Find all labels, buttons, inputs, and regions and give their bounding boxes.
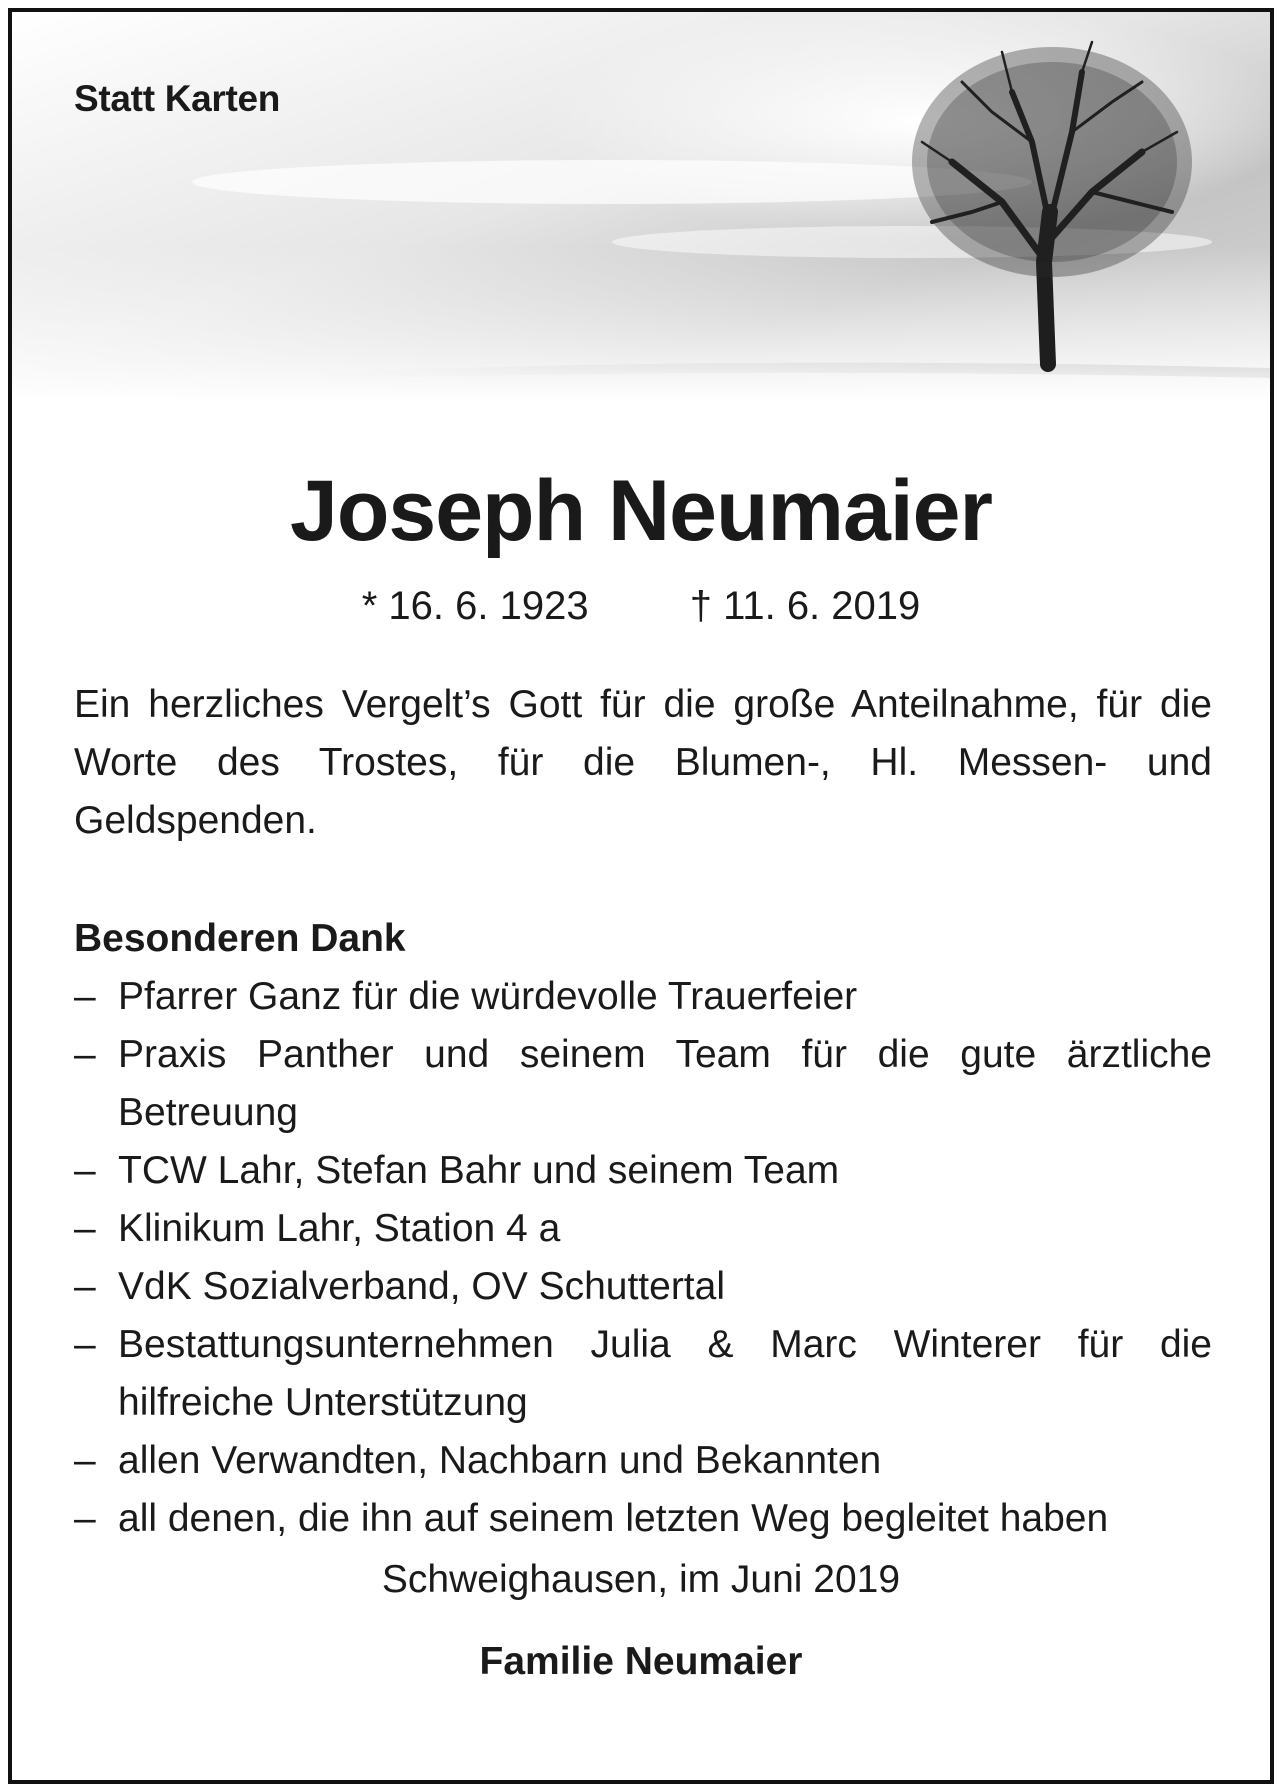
deceased-name: Joseph Neumaier — [290, 463, 992, 559]
list-item-text: all denen, die ihn auf seinem letzten Weg begleitet haben — [118, 1497, 1109, 1540]
family-signature: Familie Neumaier — [479, 1640, 803, 1683]
life-dates — [12, 584, 1270, 629]
dash-bullet: – — [74, 1439, 96, 1482]
dash-bullet: – — [74, 975, 96, 1018]
list-item-text: allen Verwandten, Nachbarn und Bekannten — [118, 1439, 882, 1482]
place-and-date: Schweighausen, im Juni 2019 — [381, 1558, 901, 1601]
header-image — [12, 12, 1270, 402]
list-item — [74, 1258, 1212, 1316]
list-item — [74, 1142, 1212, 1200]
obituary-card — [8, 8, 1274, 1784]
dash-bullet: – — [74, 1497, 96, 1540]
list-item-text: Klinikum Lahr, Station 4 a — [118, 1207, 561, 1250]
dash-bullet: – — [74, 1207, 96, 1250]
list-item — [74, 1026, 1212, 1142]
statt-karten-label: Statt Karten — [74, 78, 281, 119]
list-item — [74, 1490, 1212, 1548]
special-thanks-list — [74, 968, 1212, 1548]
death-date: † 11. 6. 2019 — [689, 584, 921, 628]
dash-bullet: – — [74, 1033, 96, 1076]
list-item-text: Praxis Panther und seinem Team für die gute ärztliche Betreuung — [118, 1033, 1212, 1134]
dash-bullet: – — [74, 1323, 96, 1366]
list-item — [74, 1316, 1212, 1432]
list-item — [74, 1200, 1212, 1258]
birth-date: * 16. 6. 1923 — [361, 584, 589, 628]
thanks-intro-text: Ein herzliches Vergelt’s Gott für die große Anteilnahme, für die Worte des Trostes, für die Blumen-, Hl. Messen- und Geldspenden. — [74, 683, 1212, 842]
list-item — [74, 968, 1212, 1026]
list-item-text: Bestattungsunternehmen Julia & Marc Winterer für die hilfreiche Unterstützung — [118, 1323, 1212, 1424]
list-item-text: TCW Lahr, Stefan Bahr und seinem Team — [118, 1149, 840, 1192]
dash-bullet: – — [74, 1265, 96, 1308]
dash-bullet: – — [74, 1149, 96, 1192]
list-item — [74, 1432, 1212, 1490]
list-item-text: VdK Sozialverband, OV Schuttertal — [118, 1265, 725, 1308]
special-thanks-heading: Besonderen Dank — [74, 917, 406, 960]
list-item-text: Pfarrer Ganz für die würdevolle Trauerfeier — [118, 975, 858, 1018]
